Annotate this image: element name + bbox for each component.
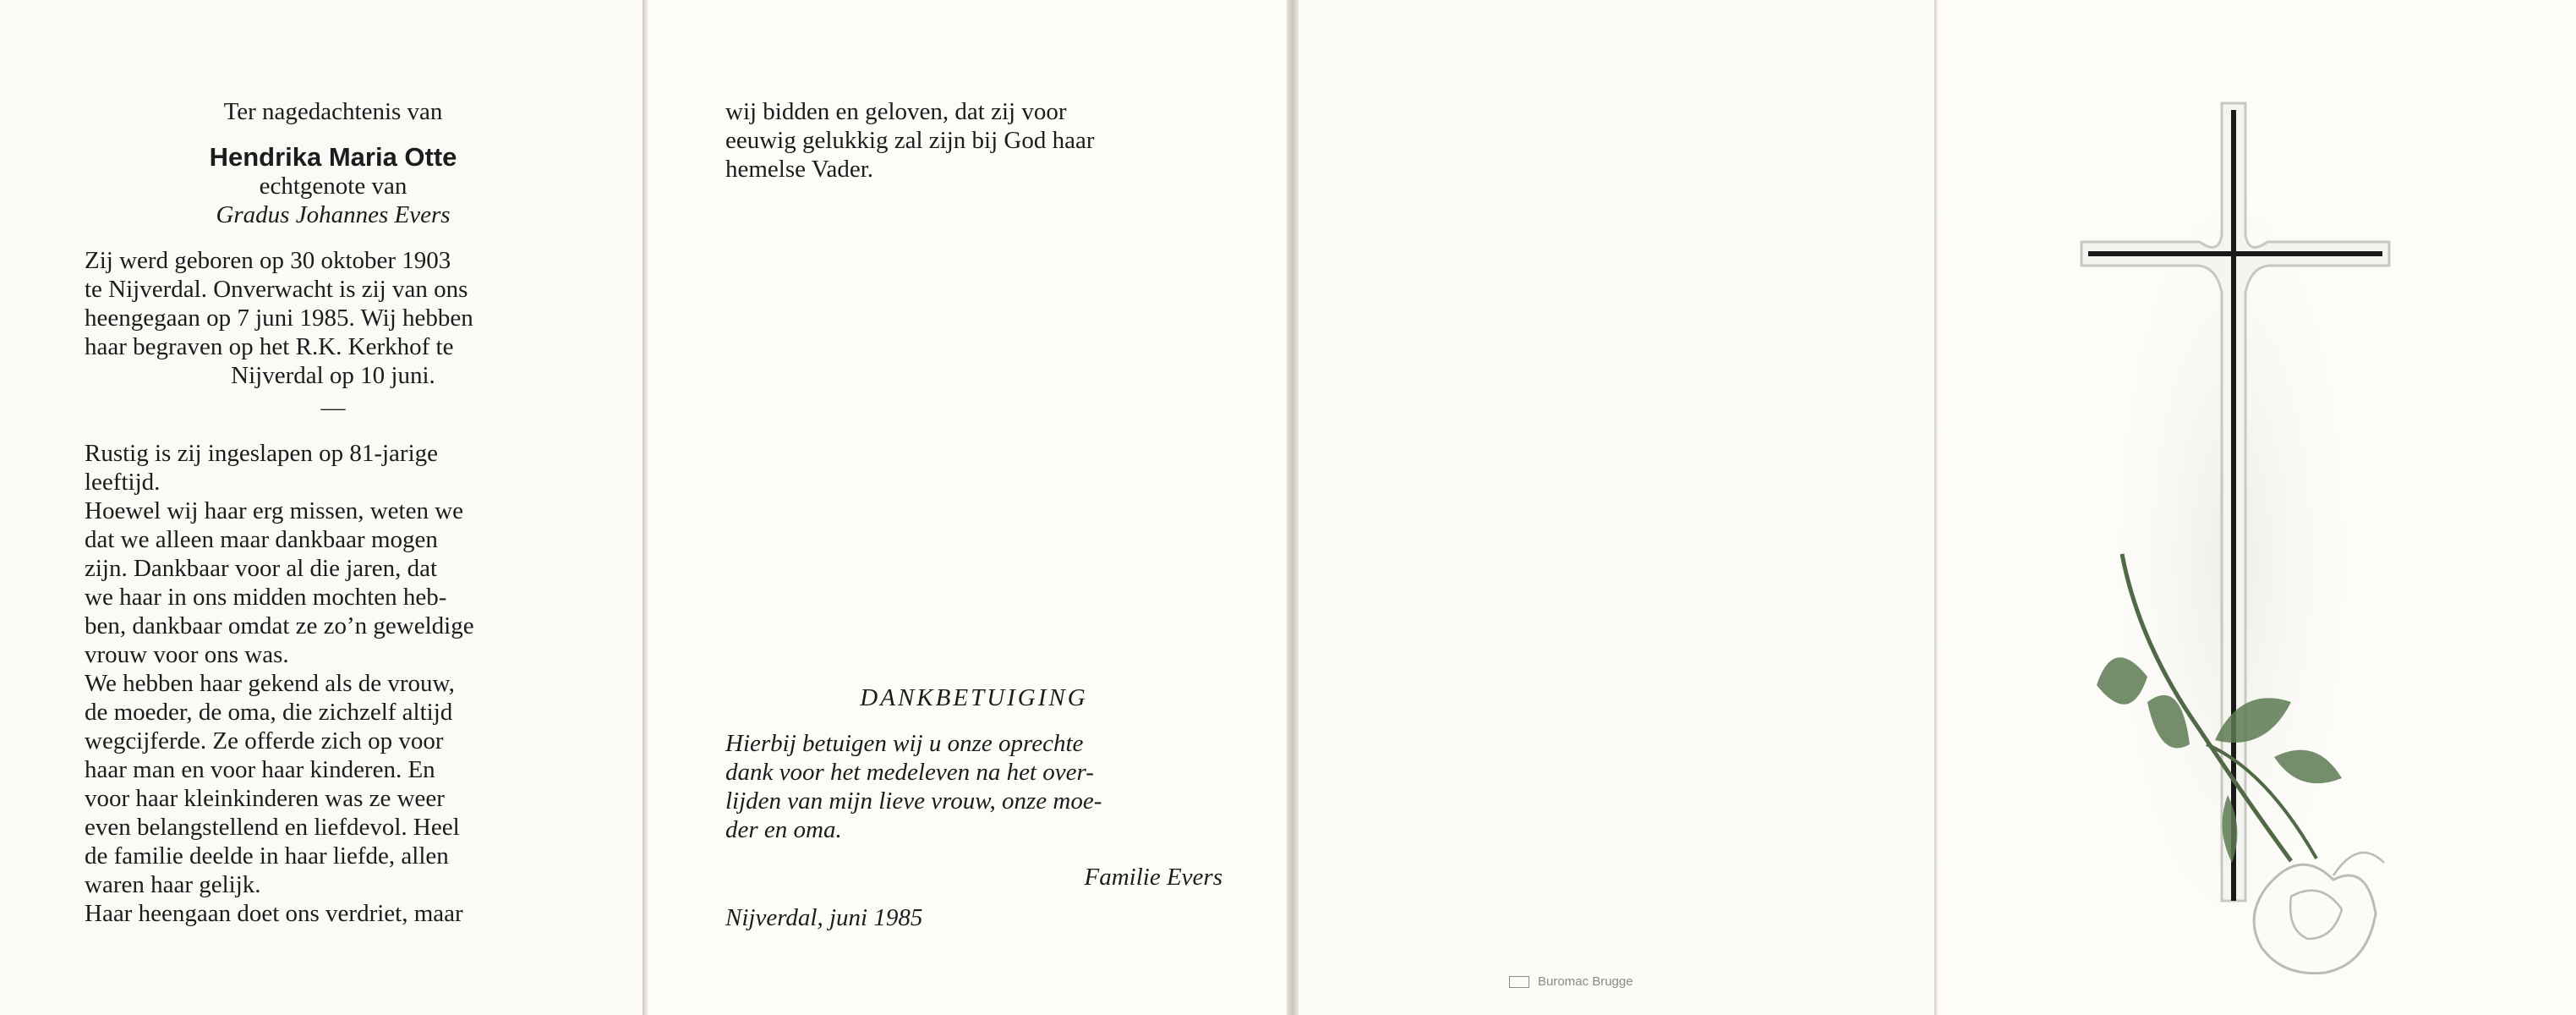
body-line: leeftijd. xyxy=(85,469,161,496)
thanks-line: dank voor het medeleven na het over- xyxy=(725,759,1094,786)
continuation-line: hemelse Vader. xyxy=(725,156,874,183)
card-panel-back xyxy=(1299,0,1934,1015)
family-signature: Familie Evers xyxy=(1084,864,1222,891)
body-line: voor haar kleinkinderen was ze weer xyxy=(85,785,445,812)
continuation-column xyxy=(725,97,1222,184)
birth-line: te Nijverdal. Onverwacht is zij van ons xyxy=(85,276,468,303)
birth-paragraph xyxy=(85,246,582,390)
body-line: dat we alleen maar dankbaar mogen xyxy=(85,526,438,553)
separator-dash: — xyxy=(320,394,346,421)
intro-line: Ter nagedachtenis van xyxy=(223,98,443,125)
body-line: haar man en voor haar kinderen. En xyxy=(85,756,435,783)
memorial-text-column xyxy=(85,97,582,928)
body-line: wegcijferde. Ze offerde zich op voor xyxy=(85,727,444,754)
body-line: Haar heengaan doet ons verdriet, maar xyxy=(85,900,463,927)
body-line: zijn. Dankbaar voor al die jaren, dat xyxy=(85,555,438,582)
printer-logo-icon xyxy=(1509,976,1529,988)
printer-mark xyxy=(1509,974,1633,989)
thanks-column xyxy=(725,683,1222,932)
thanks-line: der en oma. xyxy=(725,816,842,843)
cross-illustration-icon xyxy=(2080,85,2477,998)
spouse-name: Gradus Johannes Evers xyxy=(216,201,451,228)
body-line: even belangstellend en liefdevol. Heel xyxy=(85,814,460,841)
center-gap xyxy=(1287,0,1299,1015)
body-paragraph xyxy=(85,439,582,928)
birth-line: Nijverdal op 10 juni. xyxy=(231,362,435,389)
body-line: Hoewel wij haar erg missen, weten we xyxy=(85,497,464,524)
thanks-line: lijden van mijn lieve vrouw, onze moe- xyxy=(725,787,1102,815)
continuation-line: eeuwig gelukkig zal zijn bij God haar xyxy=(725,127,1095,154)
body-line: We hebben haar gekend als de vrouw, xyxy=(85,670,455,697)
place-date: Nijverdal, juni 1985 xyxy=(725,904,923,931)
birth-line: heengegaan op 7 juni 1985. Wij hebben xyxy=(85,304,473,332)
body-line: waren haar gelijk. xyxy=(85,871,261,898)
thanks-heading: DANKBETUIGING xyxy=(860,684,1088,711)
body-line: vrouw voor ons was. xyxy=(85,641,289,668)
birth-line: haar begraven op het R.K. Kerkhof te xyxy=(85,333,454,360)
body-line: ben, dankbaar omdat ze zo’n geweldige xyxy=(85,612,474,639)
spouse-prefix: echtgenote van xyxy=(259,173,407,200)
birth-line: Zij werd geboren op 30 oktober 1903 xyxy=(85,247,451,274)
body-line: de familie deelde in haar liefde, allen xyxy=(85,842,449,870)
body-line: we haar in ons midden mochten heb- xyxy=(85,584,447,611)
deceased-name: Hendrika Maria Otte xyxy=(209,142,457,172)
card-panel-inner-right xyxy=(648,0,1287,1015)
thanks-line: Hierbij betuigen wij u onze oprechte xyxy=(725,730,1084,757)
continuation-line: wij bidden en geloven, dat zij voor xyxy=(725,98,1067,125)
card-panel-left xyxy=(0,0,643,1015)
body-line: Rustig is zij ingeslapen op 81-jarige xyxy=(85,440,439,467)
body-line: de moeder, de oma, die zichzelf altijd xyxy=(85,699,453,726)
printer-name: Buromac Brugge xyxy=(1538,974,1633,989)
